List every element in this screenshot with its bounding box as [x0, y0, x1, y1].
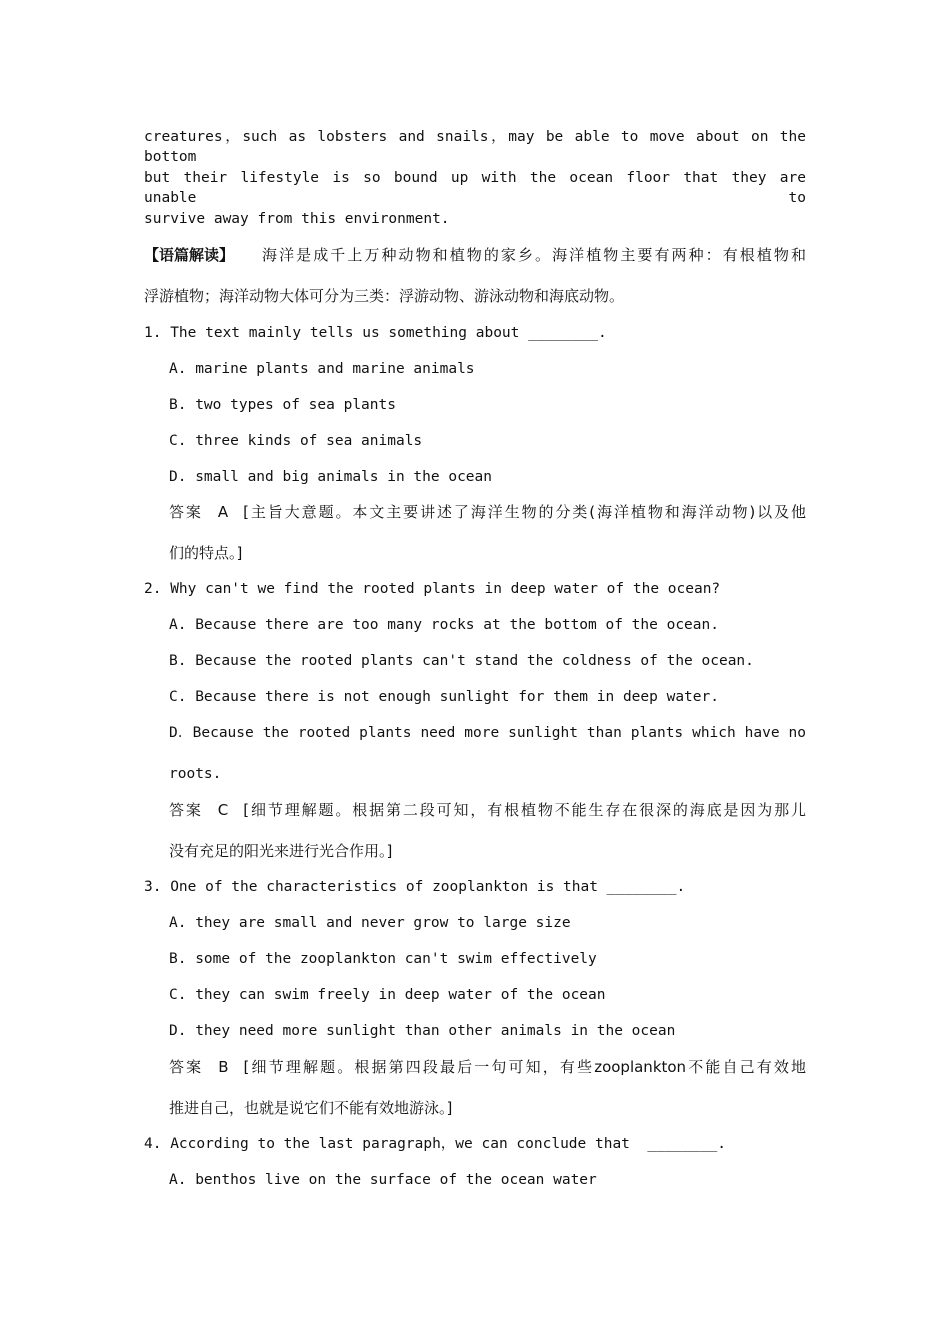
question-3-option-d: D. they need more sunlight than other animals in the ocean — [169, 1023, 676, 1039]
passage-line-2: but their lifestyle is so bound up with the ocean floor that they are unable to — [144, 170, 806, 206]
question-2-answer-line-1: 答案 C [细节理解题。根据第二段可知，有根植物不能生存在很深的海底是因为那儿 — [169, 801, 806, 819]
question-3-option-b: B. some of the zooplankton can't swim effectively — [169, 951, 597, 967]
analysis-label: 【语篇解读】 — [144, 246, 235, 264]
question-2-option-b: B. Because the rooted plants can't stand the coldness of the ocean. — [169, 653, 754, 669]
analysis-line-2: 浮游植物；海洋动物大体可分为三类：浮游动物、游泳动物和海底动物。 — [144, 287, 625, 305]
question-2-option-a: A. Because there are too many rocks at the bottom of the ocean. — [169, 617, 719, 633]
passage-line-1: creatures，such as lobsters and snails，may be able to move about on the bottom — [144, 129, 806, 165]
question-1-option-a: A. marine plants and marine animals — [169, 361, 475, 377]
question-3-stem: 3. One of the characteristics of zooplankton is that ________. — [144, 879, 686, 895]
question-3-answer-line-1: 答案 B [细节理解题。根据第四段最后一句可知，有些zooplankton不能自己有效地 — [169, 1058, 806, 1076]
question-1-option-c: C. three kinds of sea animals — [169, 433, 423, 449]
question-2-stem: 2. Why can't we find the rooted plants in deep water of the ocean? — [144, 581, 721, 597]
question-4-stem: 4. According to the last paragraph，we can conclude that ________. — [144, 1136, 726, 1152]
question-2-answer-line-2: 没有充足的阳光来进行光合作用。] — [169, 842, 393, 860]
question-1-option-b: B. two types of sea plants — [169, 397, 396, 413]
question-3-option-a: A. they are small and never grow to large size — [169, 915, 571, 931]
question-2-option-c: C. Because there is not enough sunlight for them in deep water. — [169, 689, 719, 705]
question-2-option-d: D．Because the rooted plants need more sunlight than plants which have no — [169, 725, 806, 741]
question-3-answer-line-2: 推进自己，也就是说它们不能有效地游泳。] — [169, 1099, 453, 1117]
question-4-option-a: A. benthos live on the surface of the ocean water — [169, 1172, 597, 1188]
passage-line-3: survive away from this environment. — [144, 211, 450, 227]
analysis-line-1: 海洋是成千上万种动物和植物的家乡。海洋植物主要有两种：有根植物和 — [262, 246, 806, 264]
question-3-option-c: C. they can swim freely in deep water of the ocean — [169, 987, 606, 1003]
question-2-option-d-continued: roots. — [169, 766, 222, 782]
question-1-answer-line-1: 答案 A [主旨大意题。本文主要讲述了海洋生物的分类(海洋植物和海洋动物)以及他 — [169, 503, 806, 521]
question-1-option-d: D. small and big animals in the ocean — [169, 469, 493, 485]
question-1-answer-line-2: 们的特点。] — [169, 544, 243, 562]
question-1-stem: 1. The text mainly tells us something about ________. — [144, 325, 607, 341]
